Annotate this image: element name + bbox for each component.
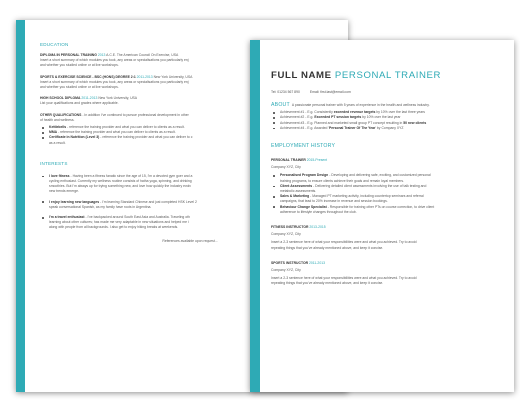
item-text: by 10% over the last three years — [376, 110, 425, 115]
job-entry-3 — [271, 261, 505, 287]
job-title: PERSONAL TRAINER — [271, 158, 306, 163]
item-text: ' by Company XYZ — [375, 125, 404, 130]
entry-title: SPORTS & EXERCISE SCIENCE - BSC (HONS) DEGREE 2:1 — [40, 74, 136, 79]
employment-heading: EMPLOYMENT HISTORY — [271, 143, 336, 150]
achievements-list — [271, 110, 505, 131]
entry-title: DIPLOMA IN PERSONAL TRAINING — [40, 53, 97, 57]
item-text: - I've backpacked around South East Asia and Australia. Traveling oth — [85, 215, 190, 220]
job-company: Company XYZ, City — [271, 232, 301, 237]
item-text: - reference the training provider and what you can deliver to c — [100, 135, 193, 140]
item-text: - Developing and delivering safe, exciting, and customized personal — [329, 173, 431, 178]
job-title: SPORTS INSTRUCTOR — [271, 260, 309, 265]
entry-institution: New York University, USA — [153, 74, 193, 79]
item-text: cycling enthusiast. Currently my wellness routine consists of hatha yoga, spinning, and drinking — [49, 179, 192, 184]
email-address: Email: first.last@email.com — [309, 90, 351, 94]
item-text: speak conversational Spanish, as my family have roots in Argentina. — [49, 204, 152, 209]
item-text: learning about other cultures; has made me very adaptable in new situations and helped me i — [49, 220, 189, 225]
job-years: 2013-2015 — [309, 225, 326, 230]
entry-years: 2013 — [97, 53, 106, 57]
item-label: Sales & Marketing — [280, 194, 310, 199]
item-text: new trends emerge. — [49, 189, 79, 194]
job-title: PERSONAL TRAINER — [334, 70, 442, 81]
about-section — [271, 103, 505, 108]
item-label: Certificate in Nutrition (Level 3) — [49, 135, 100, 140]
item-text: - reference the training provider and what you can deliver to clients as a result. — [67, 125, 185, 130]
item-label: Personalised Program Design — [280, 173, 329, 178]
list-item — [271, 205, 505, 215]
item-label: MMA — [49, 130, 58, 135]
about-text: A passionate personal trainer with 5 years of experience in the health and wellness industry. — [291, 103, 430, 107]
item-text: smoothies. But I'm always up for trying something new, and love how quickly the industry evolv — [49, 184, 191, 189]
page-1-content — [271, 70, 505, 287]
item-text: Achievement #4 - E.g. Awarded ' — [280, 125, 330, 130]
full-name: FULL NAME — [271, 70, 332, 81]
item-text: Achievement #3 - E.g. Planned and marketed small group PT concept resulting in — [280, 120, 403, 125]
entry-years: 2011-2013 — [81, 96, 98, 101]
item-text: Achievement #2 - E.g. — [280, 115, 314, 120]
accent-bar — [16, 20, 25, 392]
item-text: - Delivering detailed client assessments involving the use of talk testing and — [313, 183, 427, 188]
job-description: Insert a 2-3 sentence here of what your responsibilities were and what you achieved. Try to avoid — [271, 240, 417, 245]
other-qualifications-title: OTHER QUALIFICATIONS — [40, 112, 82, 117]
contact-details — [271, 90, 505, 94]
job-years: 2015-Present — [306, 158, 328, 163]
item-text: Achievement #1 - E.g. Consistently — [280, 110, 333, 115]
accent-bar — [250, 40, 260, 392]
item-highlight: exceeded revenue targets — [333, 110, 376, 115]
list-item — [271, 173, 505, 183]
item-label: I love fitness — [49, 173, 70, 178]
entry-years: 2011-2013 — [136, 74, 153, 79]
item-text: along with people from all backgrounds. I also get to enjoy hiking breaks at weekends. — [49, 225, 179, 230]
item-text: - I'm learning Standard Chinese and just completed HSK Level 2 — [100, 199, 197, 204]
item-label: Kettlebells — [49, 125, 67, 130]
item-highlight: Exceeded PT session targets — [314, 115, 362, 120]
resume-page-1 — [250, 40, 514, 392]
list-item — [271, 184, 505, 194]
entry-institution: A.C.E. The American Council On Exercise, USA — [106, 53, 179, 57]
item-text: - reference the training provider and what you can deliver to clients as a result. — [58, 130, 176, 135]
other-intro: - In addition I've continued to pursue professional development in other — [82, 112, 189, 117]
item-label: I'm a travel enthusiast — [49, 215, 85, 220]
interests-heading: INTERESTS — [40, 160, 68, 166]
education-heading: EDUCATION — [40, 42, 69, 47]
job-duties-list — [271, 173, 505, 215]
job-description: repeating things that you've already mentioned above, and keep it concise. — [271, 245, 384, 250]
achievement-item — [271, 126, 505, 131]
entry-text: Insert a short summary of which modules you took, any areas or specialisations you particularly enj — [40, 58, 189, 63]
entry-text: and whether you studied online or at live workshops. — [40, 85, 119, 90]
job-entry-2 — [271, 225, 505, 251]
item-text: campaigns, that lead to 20% increase in revenue and session bookings. — [280, 199, 388, 204]
item-text: - Responsible for training other PTs on course correction, to drive client — [327, 204, 435, 209]
phone-number: Tel: 01234 567 890 — [271, 90, 300, 94]
other-intro: of health and wellness. — [40, 117, 75, 122]
job-years: 2011-2013 — [309, 260, 325, 265]
item-highlight: Personal Trainer Of The Year — [329, 125, 376, 130]
list-item — [271, 194, 505, 204]
item-text: metabolic assessments. — [280, 189, 317, 194]
job-entry-1 — [271, 158, 505, 215]
item-text: by 10% over the last year — [362, 115, 401, 120]
references-note: References available upon request... — [162, 238, 218, 243]
job-title: FITNESS INSTRUCTOR — [271, 225, 309, 230]
entry-text: List your qualifications and grades where applicable. — [40, 101, 119, 106]
item-text: adherence to lifestyle changes throughout the club. — [280, 209, 357, 214]
job-description: repeating things that you've already mentioned above, and keep it concise. — [271, 281, 384, 286]
entry-institution: New York University, USA — [98, 96, 138, 101]
item-text: training programs, to ensure clients achieve their goals and remain loyal members. — [280, 178, 405, 183]
item-label: I enjoy learning new languages — [49, 199, 100, 204]
list-tail: as a result. — [49, 140, 66, 145]
about-heading: ABOUT — [271, 102, 290, 108]
job-company: Company XYZ, City — [271, 268, 301, 273]
item-highlight: 50 new clients — [403, 120, 427, 125]
entry-text: Insert a short summary of which modules you took, any areas or specialisations you particularly enj — [40, 79, 189, 84]
item-text: - Having been a fitness fanatic since the age of 15, I'm a devoted gym goer and a — [70, 173, 193, 178]
item-label: Behaviour Change Specialist — [280, 204, 327, 209]
entry-text: and whether you studied online or at live workshops. — [40, 63, 119, 68]
item-text: - Managed PT marketing activity, including countertop seminars and referral — [310, 194, 424, 199]
job-description: Insert a 2-3 sentence here of what your responsibilities were and what you achieved. Try to avoid — [271, 276, 417, 281]
entry-title: HIGH SCHOOL DIPLOMA — [40, 96, 81, 101]
item-label: Client Assessments — [280, 183, 313, 188]
resume-header — [271, 70, 505, 81]
job-company: Company XYZ, City — [271, 165, 301, 170]
